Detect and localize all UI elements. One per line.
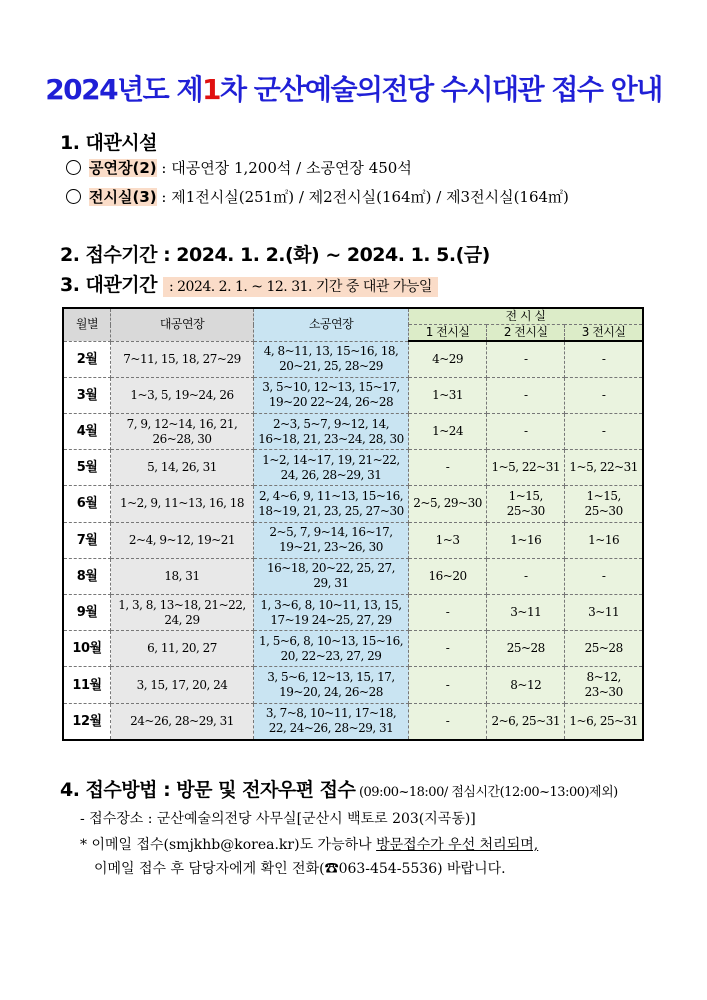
small-hall-cell: 4, 8~11, 13, 15~16, 18, 20~21, 25, 28~29 xyxy=(254,341,409,377)
rental-period-text: : 2024. 2. 1. ~ 12. 31. 기간 중 대관 가능일 xyxy=(163,277,438,297)
exhibit-3-cell: - xyxy=(565,377,643,413)
facility-label: 전시실(3) xyxy=(89,188,157,206)
exhibit-1-cell: 1~31 xyxy=(409,377,487,413)
exhibit-2-cell: 25~28 xyxy=(487,631,565,667)
large-hall-cell: 7~11, 15, 18, 27~29 xyxy=(111,341,254,377)
large-hall-cell: 6, 11, 20, 27 xyxy=(111,631,254,667)
table-row xyxy=(63,703,643,740)
facility-label: 공연장(2) xyxy=(89,159,157,177)
exhibit-2-cell: - xyxy=(487,413,565,449)
title-text: 2024년도 제 xyxy=(45,73,203,106)
hours-text: (09:00~18:00/ 점심시간(12:00~13:00)제외) xyxy=(355,785,618,800)
small-hall-cell: 3, 5~6, 12~13, 15, 17, 19~20, 24, 26~28 xyxy=(254,667,409,703)
large-hall-cell: 2~4, 9~12, 19~21 xyxy=(111,522,254,558)
large-hall-cell: 3, 15, 17, 20, 24 xyxy=(111,667,254,703)
exhibit-1-cell: - xyxy=(409,703,487,740)
section-4-label: 4. 접수방법 : 방문 및 전자우편 접수 xyxy=(60,779,356,801)
exhibit-1-cell: 16~20 xyxy=(409,558,487,594)
exhibit-2-cell: - xyxy=(487,377,565,413)
exhibit-2-cell: - xyxy=(487,341,565,377)
section-1-heading: 1. 대관시설 xyxy=(60,132,157,154)
schedule-table xyxy=(62,307,644,741)
exhibit-2-cell: - xyxy=(487,558,565,594)
small-hall-cell: 2~5, 7, 9~14, 16~17, 19~21, 23~26, 30 xyxy=(254,522,409,558)
month-cell: 11월 xyxy=(63,667,111,703)
exhibit-3-cell: 1~6, 25~31 xyxy=(565,703,643,740)
month-cell: 6월 xyxy=(63,486,111,522)
large-hall-cell: 5, 14, 26, 31 xyxy=(111,450,254,486)
exhibit-3-cell: 1~15, 25~30 xyxy=(565,486,643,522)
email-note-underlined: 방문접수가 우선 처리되며, xyxy=(376,837,539,853)
large-hall-cell: 24~26, 28~29, 31 xyxy=(111,703,254,740)
title-number: 1 xyxy=(202,73,221,106)
exhibit-2-cell: 2~6, 25~31 xyxy=(487,703,565,740)
table-row xyxy=(63,377,643,413)
small-hall-cell: 1, 5~6, 8, 10~13, 15~16, 20, 22~23, 27, 29 xyxy=(254,631,409,667)
table-row xyxy=(63,595,643,631)
exhibit-3-cell: - xyxy=(565,341,643,377)
header-exhibition: 전 시 실 xyxy=(409,308,644,325)
table-row xyxy=(63,341,643,377)
email-note-text: * 이메일 접수(smjkhb@korea.kr)도 가능하나 xyxy=(80,837,377,853)
exhibit-2-cell: 8~12 xyxy=(487,667,565,703)
header-exhibit-1: 1 전시실 xyxy=(409,325,487,342)
exhibit-2-cell: 1~5, 22~31 xyxy=(487,450,565,486)
email-confirm-note: 이메일 접수 후 담당자에게 확인 전화(☎063-454-5536) 바랍니다. xyxy=(94,861,506,877)
month-cell: 2월 xyxy=(63,341,111,377)
small-hall-cell: 2, 4~6, 9, 11~13, 15~16, 18~19, 21, 23, 25, 27~30 xyxy=(254,486,409,522)
exhibit-1-cell: - xyxy=(409,450,487,486)
small-hall-cell: 1~2, 14~17, 19, 21~22, 24, 26, 28~29, 31 xyxy=(254,450,409,486)
exhibit-3-cell: 1~5, 22~31 xyxy=(565,450,643,486)
month-cell: 3월 xyxy=(63,377,111,413)
title-text-rest: 차 군산예술의전당 수시대관 접수 안내 xyxy=(220,73,662,106)
small-hall-cell: 3, 7~8, 10~11, 17~18, 22, 24~26, 28~29, 31 xyxy=(254,703,409,740)
exhibit-1-cell: 2~5, 29~30 xyxy=(409,486,487,522)
exhibit-3-cell: 1~16 xyxy=(565,522,643,558)
small-hall-cell: 1, 3~6, 8, 10~11, 13, 15, 17~19 24~25, 27, 29 xyxy=(254,595,409,631)
month-cell: 4월 xyxy=(63,413,111,449)
section-2-heading: 2. 접수기간 : 2024. 1. 2.(화) ~ 2024. 1. 5.(금) xyxy=(60,244,490,266)
exhibit-1-cell: - xyxy=(409,667,487,703)
reception-place: - 접수장소 : 군산예술의전당 사무실[군산시 백토로 203(지곡동)] xyxy=(80,811,476,827)
small-hall-cell: 16~18, 20~22, 25, 27, 29, 31 xyxy=(254,558,409,594)
facility-line-exhibition xyxy=(66,186,569,207)
exhibit-2-cell: 1~15, 25~30 xyxy=(487,486,565,522)
month-cell: 10월 xyxy=(63,631,111,667)
facility-text: : 제1전시실(251㎡) / 제2전시실(164㎡) / 제3전시실(164㎡) xyxy=(156,188,569,206)
section-4-heading xyxy=(60,775,618,802)
circle-bullet-icon xyxy=(66,160,81,175)
exhibit-1-cell: - xyxy=(409,631,487,667)
exhibit-3-cell: 8~12, 23~30 xyxy=(565,667,643,703)
month-cell: 12월 xyxy=(63,703,111,740)
exhibit-1-cell: 1~24 xyxy=(409,413,487,449)
section-3-label: 3. 대관기간 xyxy=(60,274,157,296)
circle-bullet-icon xyxy=(66,189,81,204)
exhibit-3-cell: 3~11 xyxy=(565,595,643,631)
page-title xyxy=(0,68,707,108)
facility-line-performance xyxy=(66,157,412,178)
header-exhibit-3: 3 전시실 xyxy=(565,325,643,342)
exhibit-3-cell: 25~28 xyxy=(565,631,643,667)
section-3-heading xyxy=(60,270,438,297)
exhibit-1-cell: 1~3 xyxy=(409,522,487,558)
table-row xyxy=(63,486,643,522)
table-row xyxy=(63,558,643,594)
schedule-body xyxy=(63,341,643,740)
exhibit-1-cell: - xyxy=(409,595,487,631)
exhibit-2-cell: 1~16 xyxy=(487,522,565,558)
email-note xyxy=(80,834,538,854)
month-cell: 7월 xyxy=(63,522,111,558)
facility-text: : 대공연장 1,200석 / 소공연장 450석 xyxy=(156,159,412,177)
small-hall-cell: 3, 5~10, 12~13, 15~17, 19~20 22~24, 26~28 xyxy=(254,377,409,413)
exhibit-1-cell: 4~29 xyxy=(409,341,487,377)
table-row xyxy=(63,522,643,558)
large-hall-cell: 1~2, 9, 11~13, 16, 18 xyxy=(111,486,254,522)
exhibit-2-cell: 3~11 xyxy=(487,595,565,631)
exhibit-3-cell: - xyxy=(565,413,643,449)
large-hall-cell: 7, 9, 12~14, 16, 21, 26~28, 30 xyxy=(111,413,254,449)
table-row xyxy=(63,667,643,703)
exhibit-3-cell: - xyxy=(565,558,643,594)
month-cell: 8월 xyxy=(63,558,111,594)
large-hall-cell: 1, 3, 8, 13~18, 21~22, 24, 29 xyxy=(111,595,254,631)
large-hall-cell: 18, 31 xyxy=(111,558,254,594)
month-cell: 9월 xyxy=(63,595,111,631)
header-large-hall: 대공연장 xyxy=(111,308,254,341)
header-exhibit-2: 2 전시실 xyxy=(487,325,565,342)
table-row xyxy=(63,631,643,667)
header-small-hall: 소공연장 xyxy=(254,308,409,341)
large-hall-cell: 1~3, 5, 19~24, 26 xyxy=(111,377,254,413)
table-row xyxy=(63,450,643,486)
month-cell: 5월 xyxy=(63,450,111,486)
header-month: 월별 xyxy=(63,308,111,341)
small-hall-cell: 2~3, 5~7, 9~12, 14, 16~18, 21, 23~24, 28, 30 xyxy=(254,413,409,449)
table-row xyxy=(63,413,643,449)
